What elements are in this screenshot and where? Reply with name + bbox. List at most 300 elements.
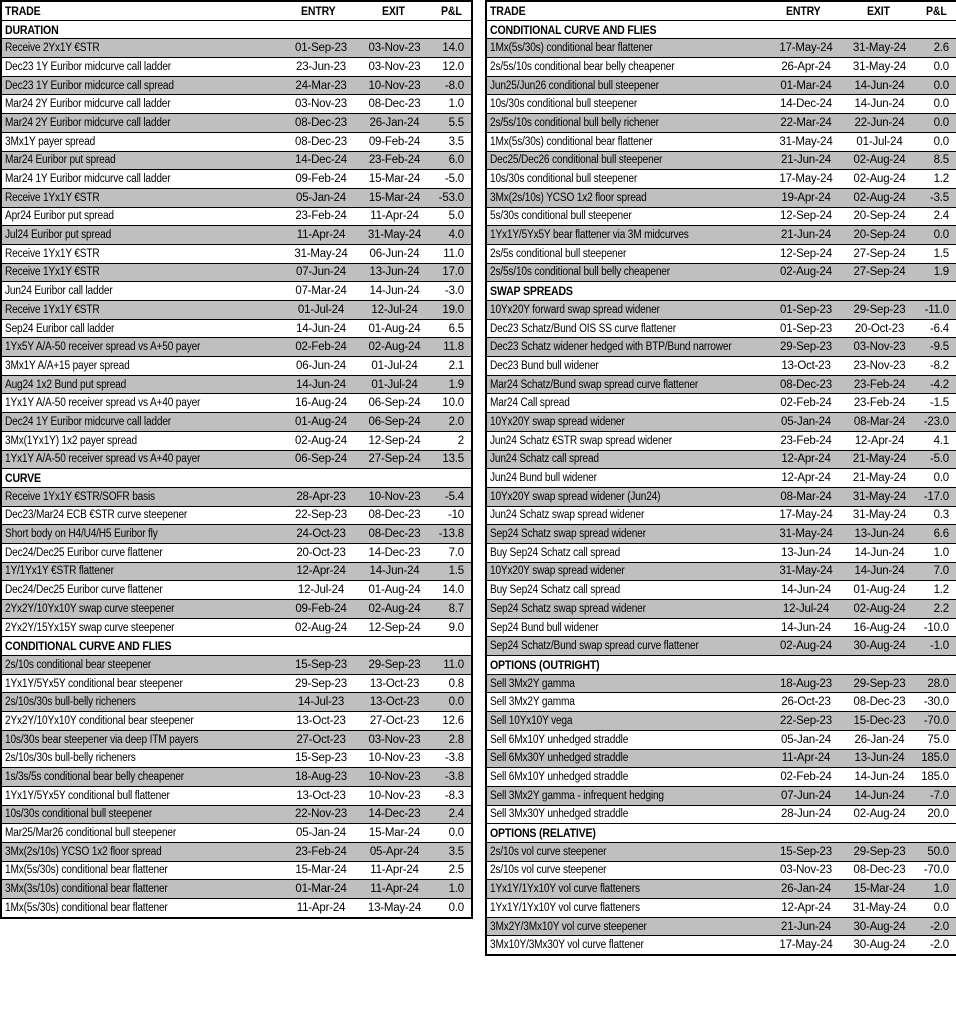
section-title: CONDITIONAL CURVE AND FLIES [5, 639, 172, 654]
exit-cell: 16-Aug-24 [841, 618, 918, 637]
exit-cell: 02-Aug-24 [356, 338, 433, 357]
column-header-trade [486, 1, 771, 20]
column-header-label: TRADE [5, 3, 41, 18]
entry-cell: 23-Feb-24 [286, 207, 356, 226]
table-row [1, 730, 472, 749]
table-row [486, 76, 956, 95]
trade-label: Receive 1Yx1Y €STR [5, 303, 100, 316]
table-row [486, 114, 956, 133]
table-row [1, 487, 472, 506]
table-row [1, 861, 472, 880]
section-title-cell [1, 20, 472, 39]
trade-cell [1, 842, 286, 861]
entry-cell: 20-Oct-23 [286, 543, 356, 562]
table-row [1, 375, 472, 394]
trade-cell [486, 618, 771, 637]
table-row [1, 805, 472, 824]
trade-cell [486, 114, 771, 133]
column-header-label: EXIT [866, 3, 890, 18]
column-header-exit [356, 1, 433, 20]
column-header-label: P&L [925, 3, 947, 18]
trade-label: Dec23 Bund bull widener [490, 359, 599, 372]
trade-label: 2s/5s/10s conditional bull belly cheapener [490, 266, 670, 279]
exit-cell: 01-Aug-24 [356, 581, 433, 600]
trade-cell [1, 394, 286, 413]
pnl-cell: 0.0 [918, 58, 956, 77]
entry-cell: 24-Mar-23 [286, 76, 356, 95]
trade-cell [1, 618, 286, 637]
entry-cell: 28-Jun-24 [771, 805, 841, 824]
trade-label: Dec23 Schatz widener hedged with BTP/Bund narrower [490, 341, 732, 354]
exit-cell: 02-Aug-24 [841, 188, 918, 207]
table-row [486, 712, 956, 731]
trade-cell [486, 768, 771, 787]
trade-label: 2s/10s vol curve steepener [490, 845, 607, 858]
entry-cell: 12-Apr-24 [771, 469, 841, 488]
exit-cell: 14-Jun-24 [841, 76, 918, 95]
column-header-entry [771, 1, 841, 20]
trade-label: Receive 1Yx1Y €STR [5, 191, 100, 204]
trade-label: Sep24 Schatz swap spread widener [490, 602, 646, 615]
trade-label: Dec23 Schatz/Bund OIS SS curve flattener [490, 322, 676, 335]
trade-cell [1, 151, 286, 170]
trade-label: 2s/10s vol curve steepener [490, 864, 607, 877]
section-title: CURVE [5, 471, 41, 486]
entry-cell: 31-May-24 [771, 525, 841, 544]
entry-cell: 02-Feb-24 [771, 394, 841, 413]
trade-cell [486, 357, 771, 376]
exit-cell: 14-Dec-23 [356, 805, 433, 824]
trade-cell [1, 319, 286, 338]
trade-label: 1Mx(5s/30s) conditional bear flattener [5, 864, 168, 877]
table-row [486, 487, 956, 506]
pnl-cell: 0.0 [918, 114, 956, 133]
pnl-cell: 0.0 [918, 226, 956, 245]
exit-cell: 10-Nov-23 [356, 786, 433, 805]
table-row [1, 319, 472, 338]
trade-cell [486, 469, 771, 488]
column-header-trade [1, 1, 286, 20]
table-row [1, 786, 472, 805]
entry-cell: 28-Apr-23 [286, 487, 356, 506]
table-row [1, 712, 472, 731]
trade-cell [486, 730, 771, 749]
entry-cell: 02-Aug-24 [771, 263, 841, 282]
table-row [486, 450, 956, 469]
trade-cell [1, 170, 286, 189]
section-header-row [486, 656, 956, 675]
table-row [1, 263, 472, 282]
pnl-cell: -5.0 [918, 450, 956, 469]
exit-cell: 03-Nov-23 [356, 730, 433, 749]
table-row [1, 282, 472, 301]
exit-cell: 01-Jul-24 [841, 132, 918, 151]
trade-cell [486, 674, 771, 693]
trade-label: 10Yx20Y swap spread widener [490, 565, 625, 578]
pnl-cell: 7.0 [918, 562, 956, 581]
table-row [1, 899, 472, 918]
table-row [486, 581, 956, 600]
pnl-cell: -9.5 [918, 338, 956, 357]
column-header-pl [918, 1, 956, 20]
column-header-entry [286, 1, 356, 20]
trade-label: 2s/5s conditional bull steepener [490, 247, 627, 260]
table-row [486, 618, 956, 637]
trade-cell [1, 58, 286, 77]
entry-cell: 23-Feb-24 [771, 431, 841, 450]
trade-label: 1Yx1Y A/A-50 receiver spread vs A+40 payer [5, 397, 201, 410]
pnl-cell: 50.0 [918, 842, 956, 861]
trade-label: 2Yx2Y/15Yx15Y swap curve steepener [5, 621, 175, 634]
entry-cell: 08-Mar-24 [771, 487, 841, 506]
table-row [486, 674, 956, 693]
trade-label: 3Mx(1Yx1Y) 1x2 payer spread [5, 434, 137, 447]
column-header-label: EXIT [381, 3, 405, 18]
table-row [486, 263, 956, 282]
trade-label: 1Mx(5s/30s) conditional bear flattener [490, 135, 653, 148]
exit-cell: 29-Sep-23 [841, 842, 918, 861]
section-title: OPTIONS (RELATIVE) [490, 826, 596, 841]
table-row [486, 768, 956, 787]
exit-cell: 15-Mar-24 [356, 170, 433, 189]
table-row [486, 469, 956, 488]
entry-cell: 09-Feb-24 [286, 170, 356, 189]
section-header-row [1, 20, 472, 39]
trade-label: 3Mx2Y/3Mx10Y vol curve steepener [490, 920, 647, 933]
table-row [486, 431, 956, 450]
entry-cell: 05-Jan-24 [771, 730, 841, 749]
trade-label: Sep24 Schatz swap spread widener [490, 528, 646, 541]
trade-label: Dec24 1Y Euribor midcurve call ladder [5, 415, 171, 428]
trade-cell [1, 375, 286, 394]
trade-label: Sep24 Schatz/Bund swap spread curve flattener [490, 640, 699, 653]
exit-cell: 27-Sep-24 [841, 244, 918, 263]
trade-label: 2s/5s/10s conditional bull belly richener [490, 116, 659, 129]
pnl-cell: -13.8 [433, 525, 472, 544]
exit-cell: 13-Jun-24 [841, 525, 918, 544]
trade-cell [1, 581, 286, 600]
trade-label: 10s/30s conditional bull steepener [490, 98, 638, 111]
entry-cell: 17-May-24 [771, 39, 841, 58]
exit-cell: 14-Jun-24 [841, 543, 918, 562]
trade-label: 1Mx(5s/30s) conditional bear flattener [5, 901, 168, 914]
trade-cell [486, 805, 771, 824]
trade-label: 2s/5s/10s conditional bear belly cheapener [490, 60, 675, 73]
trade-cell [486, 525, 771, 544]
entry-cell: 13-Oct-23 [771, 357, 841, 376]
entry-cell: 14-Jun-24 [286, 375, 356, 394]
pnl-cell: -53.0 [433, 188, 472, 207]
trade-cell [486, 244, 771, 263]
pnl-cell: 0.0 [433, 824, 472, 843]
exit-cell: 15-Dec-23 [841, 712, 918, 731]
trade-label: 3Mx(2s/10s) YCSO 1x2 floor spread [5, 845, 162, 858]
table-row [486, 842, 956, 861]
trade-label: 10s/30s conditional bull steepener [5, 808, 153, 821]
trade-label: Buy Sep24 Schatz call spread [490, 546, 621, 559]
trade-cell [486, 543, 771, 562]
column-header-pl [433, 1, 472, 20]
entry-cell: 12-Jul-24 [771, 600, 841, 619]
pnl-cell: 1.2 [918, 581, 956, 600]
entry-cell: 18-Aug-23 [286, 768, 356, 787]
trade-label: Jun24 Schatz call spread [490, 453, 599, 466]
entry-cell: 03-Nov-23 [286, 95, 356, 114]
trade-cell [486, 413, 771, 432]
trade-cell [1, 768, 286, 787]
section-header-row [1, 637, 472, 656]
trade-label: Sep24 Bund bull widener [490, 621, 599, 634]
exit-cell: 13-Oct-23 [356, 674, 433, 693]
exit-cell: 09-Feb-24 [356, 132, 433, 151]
section-title: OPTIONS (OUTRIGHT) [490, 657, 600, 672]
entry-cell: 26-Jan-24 [771, 880, 841, 899]
table-row [486, 600, 956, 619]
section-header-row [486, 20, 956, 39]
exit-cell: 08-Dec-23 [841, 861, 918, 880]
trade-label: 3Mx1Y A/A+15 payer spread [5, 359, 130, 372]
exit-cell: 29-Sep-23 [356, 656, 433, 675]
exit-cell: 02-Aug-24 [841, 600, 918, 619]
trade-cell [486, 319, 771, 338]
trade-label: 1Yx1Y/5Yx5Y conditional bear steepener [5, 677, 183, 690]
entry-cell: 17-May-24 [771, 506, 841, 525]
entry-cell: 21-Jun-24 [771, 917, 841, 936]
exit-cell: 29-Sep-23 [841, 674, 918, 693]
exit-cell: 14-Jun-24 [841, 562, 918, 581]
trade-cell [486, 338, 771, 357]
pnl-cell: 1.0 [433, 95, 472, 114]
pnl-cell: 2.8 [433, 730, 472, 749]
trade-label: Mar24 2Y Euribor midcurve call ladder [5, 116, 171, 129]
table-row [486, 786, 956, 805]
trade-label: Sell 10Yx10Y vega [490, 714, 573, 727]
column-header-exit [841, 1, 918, 20]
table-row [486, 39, 956, 58]
entry-cell: 11-Apr-24 [286, 226, 356, 245]
entry-cell: 24-Oct-23 [286, 525, 356, 544]
exit-cell: 01-Aug-24 [356, 319, 433, 338]
trade-label: Dec24/Dec25 Euribor curve flattener [5, 584, 163, 597]
exit-cell: 11-Apr-24 [356, 207, 433, 226]
entry-cell: 13-Oct-23 [286, 786, 356, 805]
trade-label: 10Yx20Y swap spread widener (Jun24) [490, 490, 661, 503]
table-row [486, 562, 956, 581]
trade-cell [486, 581, 771, 600]
trade-cell [1, 600, 286, 619]
pnl-cell: 4.1 [918, 431, 956, 450]
trade-label: 3Mx(3s/10s) conditional bear flattener [5, 883, 168, 896]
entry-cell: 13-Jun-24 [771, 543, 841, 562]
pnl-cell: 1.9 [918, 263, 956, 282]
table-row [1, 768, 472, 787]
table-row [486, 693, 956, 712]
trade-label: Receive 1Yx1Y €STR/SOFR basis [5, 490, 155, 503]
trade-label: Mar24 Euribor put spread [5, 154, 116, 167]
entry-cell: 18-Aug-23 [771, 674, 841, 693]
exit-cell: 27-Sep-24 [841, 263, 918, 282]
trade-cell [1, 506, 286, 525]
pnl-cell: -1.0 [918, 637, 956, 656]
pnl-cell: 1.5 [433, 562, 472, 581]
trade-label: Dec25/Dec26 conditional bull steepener [490, 154, 663, 167]
trade-cell [486, 917, 771, 936]
pnl-cell: -3.8 [433, 749, 472, 768]
trade-cell [1, 226, 286, 245]
table-row [486, 357, 956, 376]
entry-cell: 11-Apr-24 [771, 749, 841, 768]
trade-cell [1, 730, 286, 749]
entry-cell: 08-Dec-23 [286, 132, 356, 151]
pnl-cell: -6.4 [918, 319, 956, 338]
trade-cell [486, 263, 771, 282]
pnl-cell: 2.4 [918, 207, 956, 226]
pnl-cell: -30.0 [918, 693, 956, 712]
table-row [1, 76, 472, 95]
trade-label: 5s/30s conditional bull steepener [490, 210, 632, 223]
entry-cell: 27-Oct-23 [286, 730, 356, 749]
trade-cell [1, 263, 286, 282]
exit-cell: 12-Sep-24 [356, 618, 433, 637]
trade-cell [1, 805, 286, 824]
exit-cell: 13-Jun-24 [356, 263, 433, 282]
exit-cell: 14-Dec-23 [356, 543, 433, 562]
table-row [486, 805, 956, 824]
exit-cell: 13-May-24 [356, 899, 433, 918]
table-row [486, 936, 956, 955]
trade-cell [486, 226, 771, 245]
section-title: SWAP SPREADS [490, 284, 573, 299]
pnl-cell: 185.0 [918, 768, 956, 787]
exit-cell: 02-Aug-24 [841, 170, 918, 189]
entry-cell: 02-Feb-24 [771, 768, 841, 787]
exit-cell: 03-Nov-23 [356, 58, 433, 77]
trade-cell [1, 656, 286, 675]
entry-cell: 21-Jun-24 [771, 151, 841, 170]
entry-cell: 22-Mar-24 [771, 114, 841, 133]
section-title-cell [1, 637, 472, 656]
trade-label: 10Yx20Y forward swap spread widener [490, 303, 660, 316]
table-row [1, 132, 472, 151]
trade-label: 1Yx1Y A/A-50 receiver spread vs A+40 payer [5, 453, 201, 466]
exit-cell: 20-Oct-23 [841, 319, 918, 338]
pnl-cell: -2.0 [918, 936, 956, 955]
trade-cell [1, 525, 286, 544]
trade-cell [486, 637, 771, 656]
entry-cell: 26-Apr-24 [771, 58, 841, 77]
trade-cell [486, 39, 771, 58]
exit-cell: 20-Sep-24 [841, 207, 918, 226]
entry-cell: 15-Sep-23 [771, 842, 841, 861]
section-title-cell [486, 20, 956, 39]
entry-cell: 26-Oct-23 [771, 693, 841, 712]
pnl-cell: 2.4 [433, 805, 472, 824]
exit-cell: 31-May-24 [841, 899, 918, 918]
exit-cell: 31-May-24 [841, 39, 918, 58]
table-row [486, 301, 956, 320]
trade-label: Mar24 Call spread [490, 397, 570, 410]
exit-cell: 01-Jul-24 [356, 357, 433, 376]
trade-label: Jun24 Schatz swap spread widener [490, 509, 645, 522]
entry-cell: 11-Apr-24 [286, 899, 356, 918]
trade-cell [1, 207, 286, 226]
pnl-cell: 4.0 [433, 226, 472, 245]
entry-cell: 22-Nov-23 [286, 805, 356, 824]
exit-cell: 31-May-24 [356, 226, 433, 245]
trade-cell [486, 786, 771, 805]
trade-table-left [0, 0, 473, 919]
pnl-cell: 75.0 [918, 730, 956, 749]
pnl-cell: 13.5 [433, 450, 472, 469]
column-header-row [486, 1, 956, 20]
trade-label: 3Mx1Y payer spread [5, 135, 96, 148]
table-row [1, 600, 472, 619]
column-header-label: TRADE [490, 3, 526, 18]
entry-cell: 01-Sep-23 [771, 301, 841, 320]
exit-cell: 08-Dec-23 [356, 95, 433, 114]
trade-label: Jun24 Euribor call ladder [5, 285, 113, 298]
pnl-cell: 12.0 [433, 58, 472, 77]
exit-cell: 05-Apr-24 [356, 842, 433, 861]
trade-cell [1, 114, 286, 133]
trade-label: 1Mx(5s/30s) conditional bear flattener [490, 42, 653, 55]
pnl-cell: -11.0 [918, 301, 956, 320]
trade-label: Receive 2Yx1Y €STR [5, 42, 100, 55]
entry-cell: 22-Sep-23 [771, 712, 841, 731]
table-row [1, 562, 472, 581]
column-header-label: ENTRY [301, 3, 336, 18]
exit-cell: 14-Jun-24 [841, 786, 918, 805]
pnl-cell: 7.0 [433, 543, 472, 562]
table-row [1, 151, 472, 170]
entry-cell: 14-Jul-23 [286, 693, 356, 712]
entry-cell: 31-May-24 [771, 132, 841, 151]
table-row [486, 899, 956, 918]
pnl-cell: -70.0 [918, 712, 956, 731]
exit-cell: 31-May-24 [841, 487, 918, 506]
trade-cell [1, 749, 286, 768]
trade-cell [486, 880, 771, 899]
trade-label: Mar24 2Y Euribor midcurve call ladder [5, 98, 171, 111]
exit-cell: 08-Mar-24 [841, 413, 918, 432]
trade-cell [1, 338, 286, 357]
table-row [1, 880, 472, 899]
table-row [486, 207, 956, 226]
pnl-cell: -70.0 [918, 861, 956, 880]
table-row [486, 188, 956, 207]
trade-label: 3Mx(2s/10s) YCSO 1x2 floor spread [490, 191, 647, 204]
trade-cell [486, 600, 771, 619]
table-row [1, 95, 472, 114]
exit-cell: 22-Jun-24 [841, 114, 918, 133]
table-row [1, 581, 472, 600]
exit-cell: 06-Sep-24 [356, 413, 433, 432]
pnl-cell: 0.0 [433, 899, 472, 918]
exit-cell: 29-Sep-23 [841, 301, 918, 320]
trade-cell [486, 749, 771, 768]
section-title-cell [1, 469, 472, 488]
entry-cell: 22-Sep-23 [286, 506, 356, 525]
table-row [486, 132, 956, 151]
table-row [486, 543, 956, 562]
pnl-cell: 2 [433, 431, 472, 450]
trade-cell [486, 151, 771, 170]
pnl-cell: -3.0 [433, 282, 472, 301]
exit-cell: 10-Nov-23 [356, 487, 433, 506]
table-row [1, 170, 472, 189]
trade-cell [486, 58, 771, 77]
entry-cell: 02-Aug-24 [286, 431, 356, 450]
